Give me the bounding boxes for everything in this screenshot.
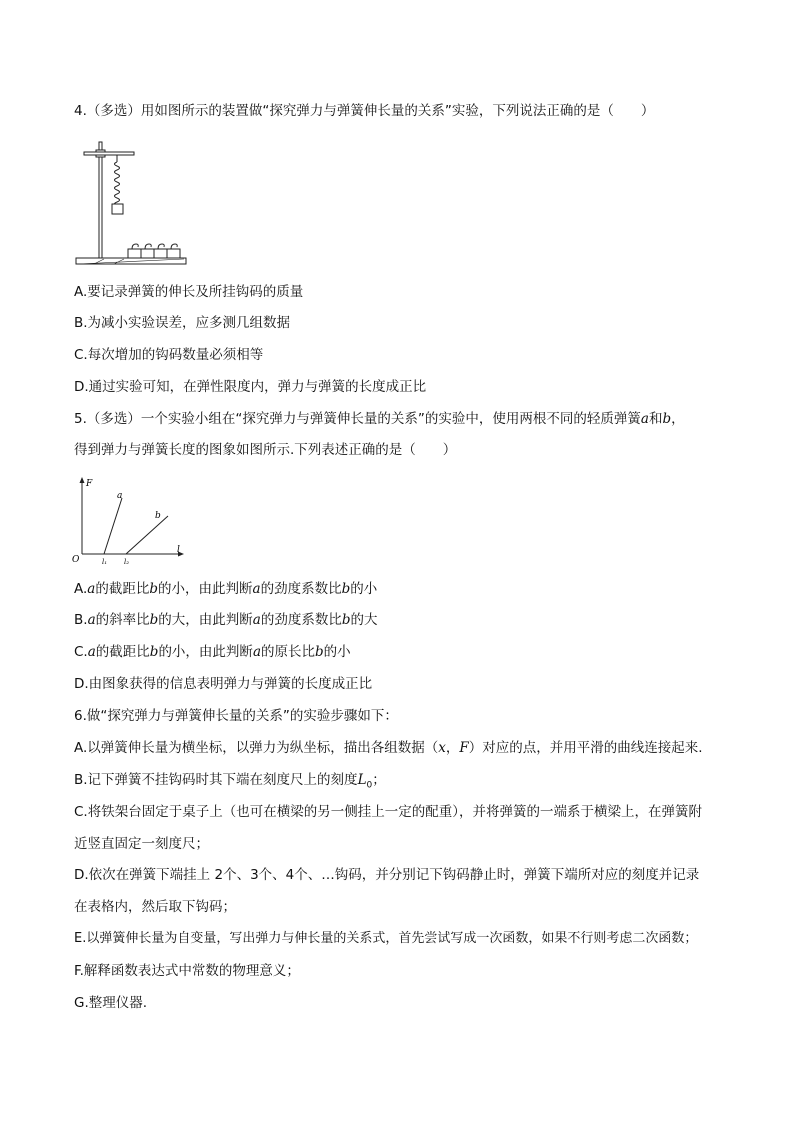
q5b-mid1: 的斜率比 [95,612,150,628]
q5b-pre: B. [74,612,88,628]
graph-line-b-label: b [155,511,161,521]
q6a-pre: A.以弹簧伸长量为横坐标，以弹力为纵坐标，描出各组数据（ [74,740,439,756]
q6-step-a [74,739,703,757]
q5-option-c [74,643,351,661]
q5c-post: 的小 [323,644,351,660]
q5-and: 和 [648,411,663,427]
q5a-b1: b [149,581,159,597]
graph-tick-l1: l₁ [102,558,108,566]
q6b-sub: 0 [366,780,373,791]
q5-spring-a: a [640,411,649,427]
q6-step-d-line1: D.依次在弹簧下端挂上 2个、3个、4个、…钩码，并分别记下钩码静止时，弹簧下端所对应的刻度并记录 [74,867,700,883]
q5-option-b [74,611,378,629]
q6b-L: L [357,772,367,788]
q4-option-c: C.每次增加的钩码数量必须相等 [74,347,264,363]
q4-option-a: A.要记录弹簧的伸长及所挂钩码的质量 [74,284,304,300]
graph-tick-l2: l₂ [124,558,130,566]
q5c-mid2: 的小，由此判断 [158,644,253,660]
spring-apparatus-figure [74,138,189,268]
q6-step-c-line1: C.将铁架台固定于桌子上（也可在横梁的另一侧挂上一定的配重），并将弹簧的一端系于横梁上，在弹簧附 [74,804,702,820]
q4-stem: 4.（多选）用如图所示的装置做“探究弹力与弹簧伸长量的关系”实验，下列说法正确的是（ ） [74,103,655,119]
q5-comma: ， [671,411,685,427]
q5b-a2: a [252,612,261,628]
q6b-pre: B.记下弹簧不挂钩码时其下端在刻度尺上的刻度 [74,772,358,788]
q5a-mid3: 的劲度系数比 [260,581,342,597]
q5a-post: 的小 [350,581,378,597]
graph-origin-label: O [72,555,80,565]
q5a-pre: A. [74,581,88,597]
q6b-post: ； [372,772,386,788]
q6-step-e: E.以弹簧伸长量为自变量，写出弹力与伸长量的关系式，首先尝试写成一次函数，如果不行则考虑二次函数； [74,931,698,946]
graph-line-a-label: a [117,491,123,501]
q6-stem: 6.做“探究弹力与弹簧伸长量的关系”的实验步骤如下： [74,708,398,724]
q6-step-f: F.解释函数表达式中常数的物理意义； [74,963,300,979]
q6-step-c-line2: 近竖直固定一刻度尺； [74,836,209,852]
q5c-b1: b [149,644,159,660]
q6-step-g: G.整理仪器. [74,995,148,1011]
q5b-mid3: 的劲度系数比 [260,612,342,628]
q5a-b2: b [341,581,351,597]
q5-option-d: D.由图象获得的信息表明弹力与弹簧的长度成正比 [74,676,373,692]
q5-stem-line1 [74,410,685,428]
q6a-post: ）对应的点，并用平滑的曲线连接起来. [468,740,703,756]
force-length-graph [74,476,194,571]
q5a-a2: a [252,581,261,597]
q5b-post: 的大 [350,612,378,628]
q5-option-a [74,580,377,598]
q6a-F: F [459,740,469,756]
q5c-a2: a [252,644,261,660]
q5b-mid2: 的大，由此判断 [158,612,253,628]
graph-y-axis-label: F [86,479,93,489]
q6a-x: x [438,740,446,756]
q6-step-d-line2: 在表格内，然后取下钩码； [74,899,236,915]
q5c-b2: b [315,644,324,660]
q6a-comma: ， [445,740,460,756]
q5c-pre: C. [74,644,88,660]
q5c-a1: a [87,644,96,660]
q5b-a1: a [87,612,96,628]
graph-x-axis-label: l [177,545,180,555]
q5a-a1: a [87,581,96,597]
q5a-mid2: 的小，由此判断 [158,581,253,597]
q5-stem-line2: 得到弹力与弹簧长度的图象如图所示.下列表述正确的是（ ） [74,442,457,458]
q5-stem-text: 5.（多选）一个实验小组在“探究弹力与弹簧伸长量的关系”的实验中，使用两根不同的轻质弹簧 [74,411,641,427]
q5-spring-b: b [662,411,672,427]
q5c-mid1: 的截距比 [95,644,150,660]
q5c-mid3: 的原长比 [261,644,315,660]
q5b-b1: b [149,612,159,628]
q4-option-d: D.通过实验可知，在弹性限度内，弹力与弹簧的长度成正比 [74,379,427,395]
q6-step-b [74,771,386,795]
q5b-b2: b [341,612,351,628]
q4-option-b: B.为减小实验误差，应多测几组数据 [74,315,291,331]
q5a-mid1: 的截距比 [95,581,150,597]
